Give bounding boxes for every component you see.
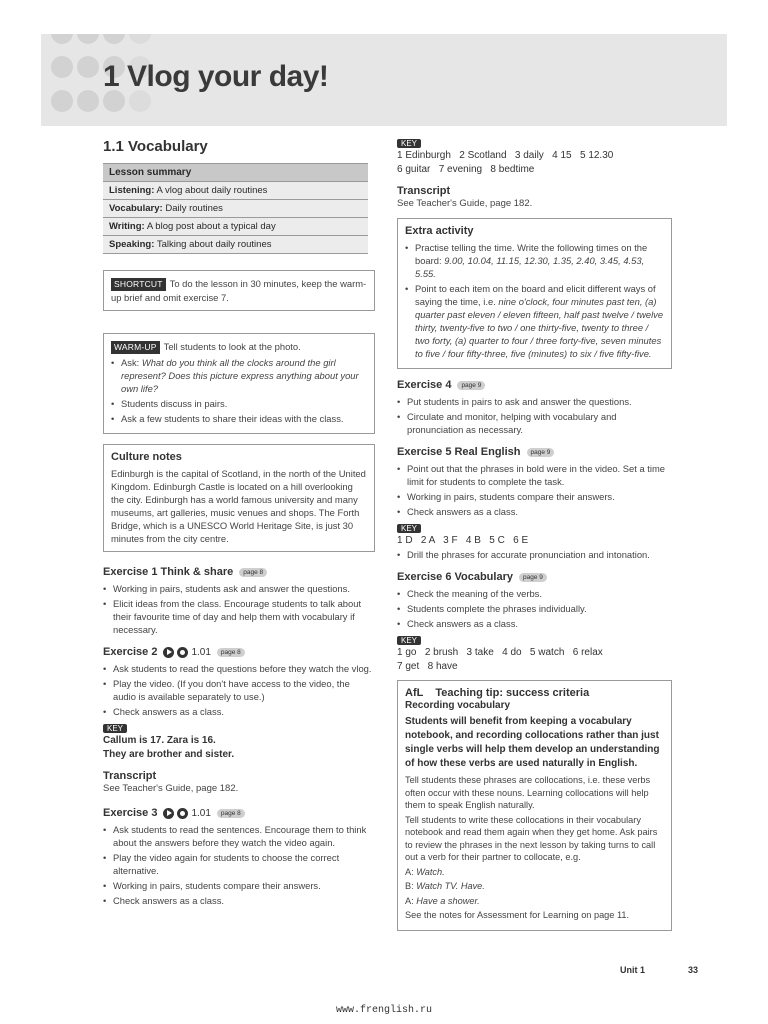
list-item: • Point out that the phrases in bold were in the video. Set a time limit for students to complete the task. (397, 462, 672, 488)
key-answer: They are brother and sister. (103, 749, 235, 760)
key-answer-line: 7 get 8 have (397, 661, 458, 672)
page-ref-badge: page 8 (217, 809, 245, 818)
warmup-tag: WARM-UP (111, 341, 160, 354)
afl-paragraph: Tell students these phrases are collocations, i.e. these verbs often occur with these nouns. Learning collocations will help them to speak English naturally. (405, 775, 651, 810)
list-item: • Working in pairs, students ask and answer the questions. (103, 582, 375, 595)
warmup-box (103, 333, 375, 434)
culture-notes-title: Culture notes (111, 451, 182, 463)
key-answer-line: 6 guitar 7 evening 8 bedtime (397, 164, 535, 175)
lesson-summary-head: Lesson summary (103, 164, 368, 182)
list-item: • Circulate and monitor, helping with vocabulary and pronunciation as necessary. (397, 410, 672, 436)
right-column (397, 138, 672, 940)
audio-icon (177, 647, 188, 658)
list-item: • Ask students to read the questions before they watch the vlog. (103, 662, 375, 675)
afl-dialogue-line: A: Have a shower. (405, 895, 480, 906)
list-item: • Ask students to read the sentences. Encourage them to think about the answers before they watch the video again. (103, 823, 375, 849)
audio-icon (177, 808, 188, 819)
list-item: • Students discuss in pairs. (111, 397, 367, 410)
video-play-icon (163, 647, 174, 658)
afl-paragraph: See the notes for Assessment for Learning on page 11. (405, 910, 630, 920)
list-item: • Point to each item on the board and elicit different ways of saying the time, i.e. nine o'clock, four minutes past ten, (a) quarter past eleven / eleven fifteen, half past twelve / twelve thirty, twenty-five to two / one thirty-five, twenty to three / two forty, (a) quarter to four / three forty-five, seven minutes to five / four fifty-three, five (minutes) to six / five fifty-five. (405, 282, 664, 360)
list-item: • Ask: What do you think all the clocks around the girl represent? Does this picture express anything about your own life? (111, 356, 367, 395)
afl-teaching-tip-box (397, 680, 672, 931)
key-answer: Callum is 17. Zara is 16. (103, 735, 216, 746)
culture-notes-box (103, 444, 375, 552)
exercise-1-title: Exercise 1 Think & share page 8 (103, 566, 375, 578)
list-item: • Check answers as a class. (103, 894, 375, 907)
key-answer-line: 1 D 2 A 3 F 4 B 5 C 6 E (397, 535, 529, 546)
extra-activity-title: Extra activity (405, 225, 474, 237)
shortcut-box (103, 270, 375, 311)
key-answer-line: 1 Edinburgh 2 Scotland 3 daily 4 15 5 12.30 (397, 150, 614, 161)
list-item: • Ask a few students to share their ideas with the class. (111, 412, 367, 425)
summary-row: Speaking: Talking about daily routines (103, 236, 368, 254)
shortcut-tag: SHORTCUT (111, 278, 166, 291)
afl-bold-text: Students will benefit from keeping a vocabulary notebook, and recording collocations rather than just single verbs will help them develop an understanding of how these verbs are used naturally in English. (405, 716, 660, 769)
exercise-4-title: Exercise 4 page 9 (397, 379, 672, 391)
list-item: • Students complete the phrases individually. (397, 602, 672, 615)
list-item: • Check answers as a class. (103, 705, 375, 718)
transcript-title: Transcript (397, 185, 451, 197)
page-ref-badge: page 9 (527, 448, 555, 457)
shortcut-text: To do the lesson in 30 minutes, keep the warm-up brief and omit exercise 7. (111, 278, 367, 303)
key-badge: KEY (397, 524, 421, 533)
lesson-summary (103, 163, 368, 254)
footer-url: www.frenglish.ru (335, 1005, 432, 1016)
warmup-intro: Tell students to look at the photo. (163, 341, 301, 352)
section-title: 1.1 Vocabulary (103, 138, 208, 155)
transcript-text: See Teacher's Guide, page 182. (103, 783, 239, 794)
transcript-title: Transcript (103, 770, 157, 782)
afl-paragraph: Tell students to write these collocations in their vocabulary notebook and read them again when they get home. Ask pairs to review the phrases in the next lesson by taking turns to call out a verb for their partner to collocate, e.g. (405, 814, 658, 862)
list-item: • Check the meaning of the verbs. (397, 587, 672, 600)
page-ref-badge: page 9 (457, 381, 485, 390)
exercise-6-title: Exercise 6 Vocabulary page 9 (397, 571, 672, 583)
key-badge: KEY (397, 139, 421, 148)
footer-page-number: 33 (688, 965, 699, 975)
track-number: 1.01 (191, 646, 211, 658)
list-item: • Elicit ideas from the class. Encourage students to talk about their favourite time of day and help them with vocabulary if necessary. (103, 597, 375, 636)
transcript-text: See Teacher's Guide, page 182. (397, 198, 533, 209)
track-number: 1.01 (191, 807, 211, 819)
summary-row: Listening: A vlog about daily routines (103, 182, 368, 200)
summary-row: Writing: A blog post about a typical day (103, 218, 368, 236)
extra-activity-box (397, 218, 672, 369)
exercise-5-title: Exercise 5 Real English page 9 (397, 446, 672, 458)
summary-row: Vocabulary: Daily routines (103, 200, 368, 218)
video-play-icon (163, 808, 174, 819)
page-title: 1 Vlog your day! (103, 60, 329, 93)
list-item: • Play the video. (If you don't have access to the video, the audio is available separately to use.) (103, 677, 375, 703)
page-ref-badge: page 9 (519, 573, 547, 582)
list-item: • Put students in pairs to ask and answer the questions. (397, 395, 672, 408)
list-item: • Play the video again for students to choose the correct alternative. (103, 851, 375, 877)
key-answer-line: 1 go 2 brush 3 take 4 do 5 watch 6 relax (397, 647, 603, 658)
afl-subtitle: Recording vocabulary (405, 699, 511, 711)
list-item: • Working in pairs, students compare their answers. (103, 879, 375, 892)
list-item: • Check answers as a class. (397, 505, 672, 518)
exercise-3-title: Exercise 3 1.01 page 8 (103, 807, 375, 819)
key-badge: KEY (397, 636, 421, 645)
left-column (103, 138, 375, 909)
list-item: • Working in pairs, students compare their answers. (397, 490, 672, 503)
culture-notes-text: Edinburgh is the capital of Scotland, in the north of the United Kingdom. Edinburgh Castle is located on a hill overlooking the city. Edinburgh has a world famous university and many museums, art galleries, music venues and shops. The Forth Bridge, which is a UNESCO World Heritage Site, is just 30 minutes from the city centre. (111, 468, 366, 544)
afl-title: AfL Teaching tip: success criteria (405, 687, 590, 699)
page-ref-badge: page 8 (217, 648, 245, 657)
afl-dialogue-line: B: Watch TV. Have. (405, 881, 485, 891)
list-item: • Check answers as a class. (397, 617, 672, 630)
key-badge: KEY (103, 724, 127, 733)
exercise-2-title: Exercise 2 1.01 page 8 (103, 646, 375, 658)
afl-dialogue-line: A: Watch. (405, 866, 445, 877)
footer-unit: Unit 1 (620, 965, 646, 975)
page-ref-badge: page 8 (239, 568, 267, 577)
list-item: • Drill the phrases for accurate pronunciation and intonation. (397, 548, 672, 561)
list-item: • Practise telling the time. Write the following times on the board: 9.00, 10.04, 11.15, 12.30, 1.35, 2.40, 3.45, 4.53, 5.55. (405, 241, 664, 280)
